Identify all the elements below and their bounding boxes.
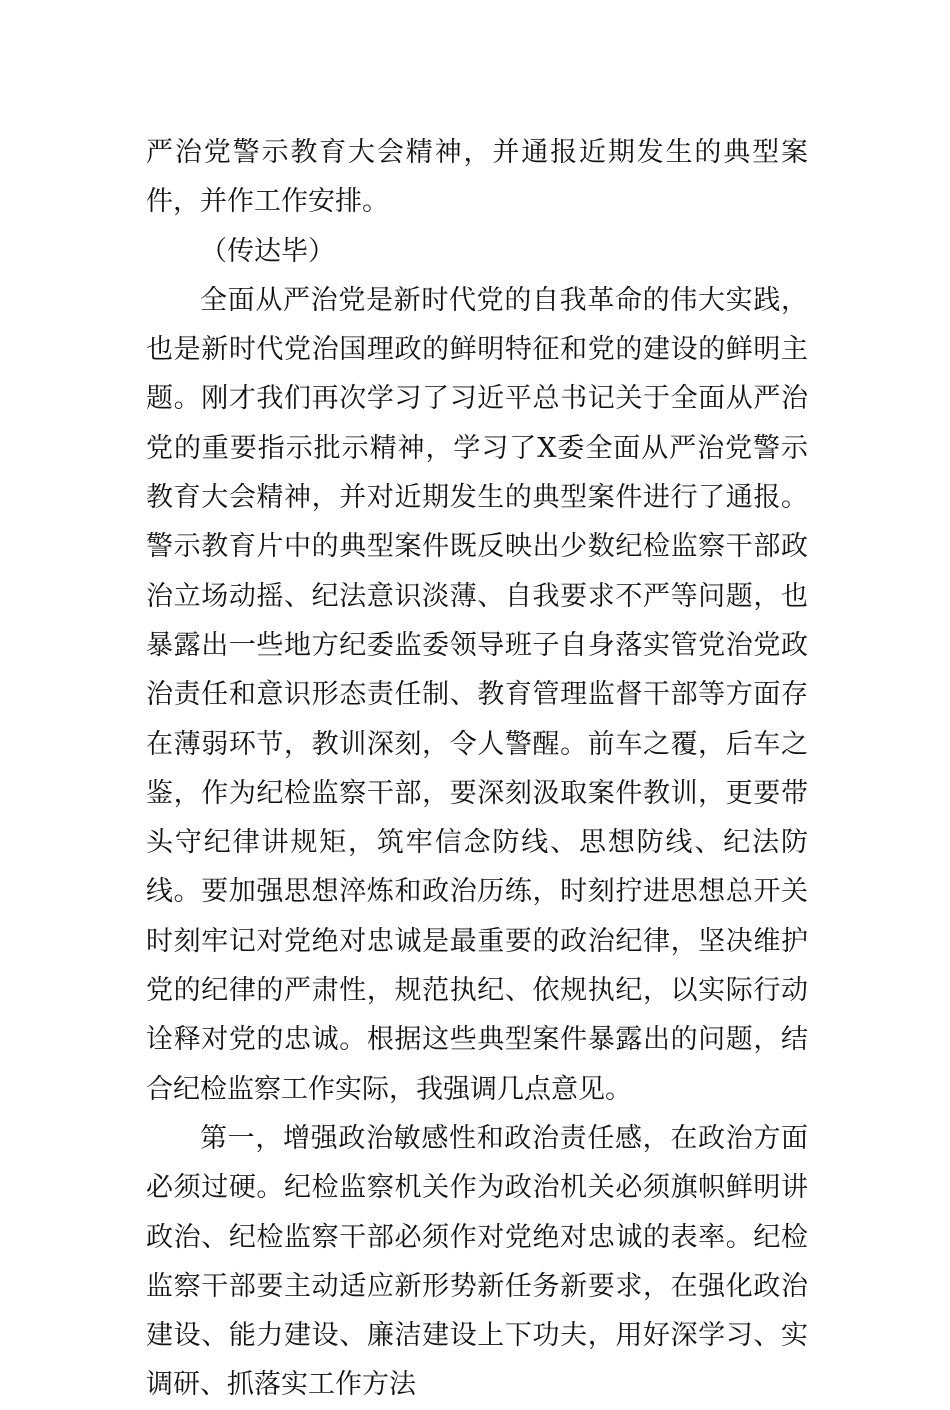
document-body: [146, 128, 808, 1410]
paragraph-first-point: 第一，增强政治敏感性和政治责任感，在政治方面必须过硬。纪检监察机关作为政治机关必须旗帜鲜明讲政治、纪检监察干部必须作对党绝对忠诚的表率。纪检监察干部要主动适应新形势新任务新要求，在强化政治建设、能力建设、廉洁建设上下功夫，用好深学习、实调研、抓落实工作方法: [146, 1122, 808, 1401]
paragraph-note: （传达毕）: [200, 235, 335, 267]
paragraph-continuation: 严治党警示教育大会精神，并通报近期发生的典型案件，并作工作安排。: [146, 137, 808, 218]
paragraph-main: 全面从严治党是新时代党的自我革命的伟大实践，也是新时代党治国理政的鲜明特征和党的建设的鲜明主题。刚才我们再次学习了习近平总书记关于全面从严治党的重要指示批示精神，学习了X委全面从严治党警示教育大会精神，并对近期发生的典型案件进行了通报。警示教育片中的典型案件既反映出少数纪检监察干部政治立场动摇、纪法意识淡薄、自我要求不严等问题，也暴露出一些地方纪委监委领导班子自身落实管党治党政治责任和意识形态责任制、教育管理监督干部等方面存在薄弱环节，教训深刻，令人警醒。前车之覆，后车之鉴，作为纪检监察干部，要深刻汲取案件教训，更要带头守纪律讲规矩，筑牢信念防线、思想防线、纪法防线。要加强思想淬炼和政治历练，时刻拧进思想总开关时刻牢记对党绝对忠诚是最重要的政治纪律，坚决维护党的纪律的严肃性，规范执纪、依规执纪，以实际行动诠释对党的忠诚。根据这些典型案件暴露出的问题，结合纪检监察工作实际，我强调几点意见。: [146, 284, 808, 1105]
